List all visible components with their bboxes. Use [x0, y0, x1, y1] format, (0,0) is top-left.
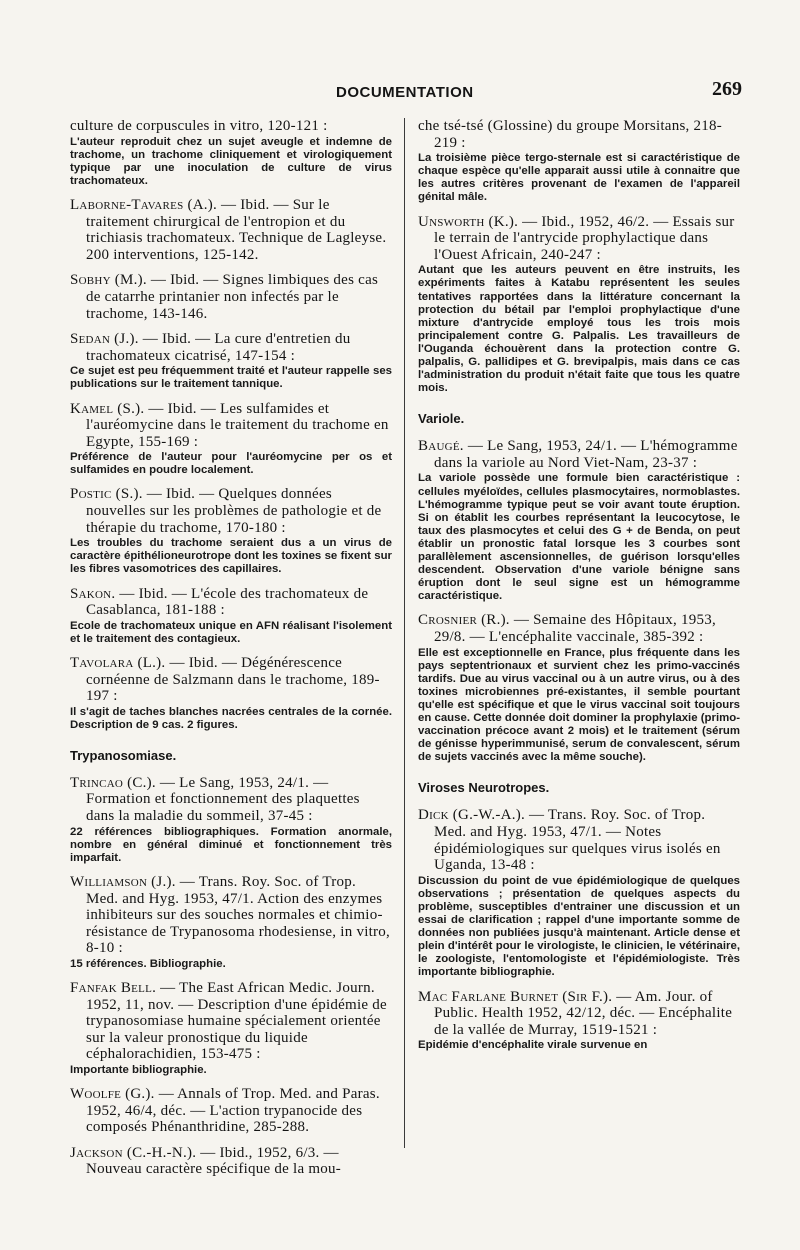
entry-citation: — Ibid., 1952, 46/2. — Essais sur le terrain de l'antrycide prophylactique dans l'Ouest Africain, 240-247 :	[434, 213, 735, 263]
bibliography-entry	[70, 655, 392, 732]
entry-reference	[418, 438, 740, 471]
entry-annotation: Les troubles du trachome seraient dus a un virus de caractère épithélioneurotrope dont les toxines se fixent sur les fibres vasomotrices des capillaires.	[70, 537, 392, 576]
entry-annotation: Préférence de l'auteur pour l'auréomycine per os et sulfamides en poudre localement.	[70, 451, 392, 477]
entry-author: Trincao (C.).	[70, 774, 156, 791]
entry-annotation: Ecole de trachomateux unique en AFN réalisant l'isolement et le traitement des contagieux.	[70, 619, 392, 645]
left-column	[70, 118, 392, 1187]
bibliography-entry	[418, 807, 740, 979]
entry-reference	[418, 807, 740, 873]
entry-annotation: Autant que les auteurs peuvent en être instruits, les expériments faites à Katabu représentent les seules tentatives rapportées dans la littérature concernant la protection du bétail par l'emploi prophylactique d'une mixture d'antrycide employé tous les trois mois principalement contre G. Palpalis. Les travailleurs de l'Ouganda échouèrent dans la protection contre G. palpalis, G. pallidipes et G. brevipalpis, mais dans ce cas l'administration du produit n'était faite que tous les quatre mois.	[418, 264, 740, 395]
entry-author: Sedan (J.).	[70, 331, 139, 348]
entry-author: Sakon.	[70, 585, 116, 602]
bibliography-entry	[70, 197, 392, 263]
entry-reference	[418, 612, 740, 645]
entry-author: Sobhy (M.).	[70, 272, 147, 289]
entry-citation: — Le Sang, 1953, 24/1. — L'hémogramme dans la variole au Nord Viet-Nam, 23-37 :	[434, 438, 738, 471]
entry-reference	[418, 214, 740, 264]
entry-reference	[70, 586, 392, 619]
entry-reference	[70, 272, 392, 322]
bibliography-entry	[70, 874, 392, 971]
entry-citation: — The East African Medic. Journ. 1952, 11, nov. — Description d'une épidémie de trypanosomiase humaine spécialement orientée sur la valeur pronostique du liquide céphalorachidien, 153-475 :	[86, 980, 387, 1063]
entry-author: Tavolara (L.).	[70, 654, 166, 671]
entry-citation: — Trans. Roy. Soc. of Trop. Med. and Hyg. 1953, 47/1. — Notes épidémiologiques sur quelques virus isolés en Uganda, 13-48 :	[434, 807, 721, 874]
entry-annotation: Epidémie d'encéphalite virale survenue en	[418, 1039, 648, 1052]
entry-annotation: Elle est exceptionnelle en France, plus fréquente dans les pays septentrionaux et survient chez les primo-vaccinés tardifs. Due au virus vaccinal ou à un autre virus, ou à des toxines microbiennes pré-existantes, il semble pourtant qu'elle est spécifique et que le virus vaccinal soit toujours en cause. Cette donnée doit dominer la prophylaxie (primo-vaccination précoce avant 2 mois) et le traitement (sérum de génisse hyperimmunisé, serum de convalescent, sérum de sujets vaccinés avec la même souche).	[418, 646, 740, 764]
entry-annotation: Importante bibliographie.	[70, 1063, 207, 1076]
bibliography-entry	[418, 214, 740, 396]
entry-reference	[70, 401, 392, 451]
entry-reference	[70, 775, 392, 825]
entry-reference	[70, 874, 392, 957]
entry-reference	[418, 989, 740, 1039]
entry-citation: — Le Sang, 1953, 24/1. — Formation et fonctionnement des plaquettes dans la maladie du sommeil, 37-45 :	[86, 774, 360, 825]
entry-author: Crosnier (R.).	[418, 612, 510, 629]
continued-entry	[418, 118, 740, 205]
bibliography-entry	[70, 1145, 392, 1178]
entry-reference	[70, 331, 392, 364]
entry-citation: — Ibid. — Quelques données nouvelles sur les problèmes de pathologie et de thérapie du trachome, 170-180 :	[86, 486, 382, 536]
continued-entry	[70, 118, 392, 188]
bibliography-entry	[70, 272, 392, 322]
bibliography-entry	[418, 612, 740, 764]
entry-author: Williamson (J.).	[70, 873, 176, 890]
entry-reference	[70, 1145, 392, 1178]
bibliography-entry	[70, 331, 392, 391]
column-divider	[404, 118, 405, 1148]
bibliography-entry	[418, 438, 740, 603]
entry-reference	[70, 1086, 392, 1136]
entry-citation: — Ibid. — L'école des trachomateux de Casablanca, 181-188 :	[86, 585, 369, 619]
bibliography-entry	[70, 586, 392, 646]
page-header	[0, 78, 800, 108]
entry-reference	[70, 980, 392, 1063]
entry-author: Kamel (S.).	[70, 400, 145, 417]
entry-author: Woolfe (G.).	[70, 1086, 155, 1103]
bibliography-entry	[70, 1086, 392, 1136]
entry-citation: — Ibid. — Les sulfamides et l'auréomycine dans le traitement du trachome en Egypte, 155-169 :	[86, 400, 389, 450]
bibliography-entry	[70, 401, 392, 478]
bibliography-entry	[70, 486, 392, 576]
entry-annotation: L'auteur reproduit chez un sujet aveugle et indemne de trachome, un trachome cliniquement et virologiquement typique par une inoculation de culture de virus trachomateux.	[70, 135, 392, 187]
bibliography-entry	[418, 989, 740, 1053]
bibliography-entry	[70, 980, 392, 1077]
section-heading-variole: Variole.	[418, 411, 465, 427]
entry-citation: — Ibid. — Signes limbiques des cas de catarrhe printanier non infectés par le trachome, 143-146.	[86, 272, 379, 322]
entry-citation: — Am. Jour. of Public. Health 1952, 42/12, déc. — Encéphalite de la vallée de Murray, 1519-1521 :	[434, 988, 733, 1038]
entry-annotation: La variole possède une formule bien caractéristique : cellules myéloïdes, cellules plasmocytaires, normoblastes. L'hémogramme typique peut se voir avant toute éruption. Si on établit les courbes représentant la leucocytose, le taux des plasmocytes et celui des G + de Benda, on peut établir un pronostic fatal lorsque les 3 courbes sont parallèlement ascensionnelles, de guérison lorsqu'elles descendent. Observation d'une variole bénigne sans éruption dont le seul signe est un hémogramme caractéristique.	[418, 472, 740, 603]
entry-citation: — Ibid. — Dégénérescence cornéenne de Salzmann dans le trachome, 189-197 :	[86, 654, 380, 705]
entry-author: Laborne-Tavares (A.).	[70, 196, 218, 213]
entry-author: Postic (S.).	[70, 486, 143, 503]
entry-author: Baugé.	[418, 438, 464, 455]
entry-annotation: 22 références bibliographiques. Formation anormale, nombre en général diminué et fonctionnement très imparfait.	[70, 825, 392, 864]
entry-citation: — Ibid. — La cure d'entretien du trachomateux cicatrisé, 147-154 :	[86, 331, 351, 364]
entry-author: Jackson (C.-H.-N.).	[70, 1144, 197, 1161]
entry-citation: — Trans. Roy. Soc. of Trop. Med. and Hyg. 1953, 47/1. Action des enzymes inhibiteurs sur des souches normales et chimio-résistance de Trypanosoma rhodesiense, in vitro, 8-10 :	[86, 873, 391, 957]
entry-citation: — Ibid., 1952, 6/3. — Nouveau caractère spécifique de la mou-	[86, 1144, 342, 1178]
entry-reference	[70, 486, 392, 536]
entry-annotation: La troisième pièce tergo-sternale est si caractéristique de chaque espèce qu'elle apparait aussi utile à connaitre que les autres critères provenant de l'examen de l'appareil génital mâle.	[418, 152, 740, 204]
right-column	[418, 118, 740, 1061]
page-number: 269	[712, 78, 742, 100]
entry-citation: — Annals of Trop. Med. and Paras. 1952, 46/4, déc. — L'action trypanocide des composés Phénanthridine, 285-288.	[86, 1086, 380, 1136]
entry-citation: — Ibid. — Sur le traitement chirurgical de l'entropion et du trichiasis trachomateux. Technique de Lagleyse. 200 interventions, 125-142.	[86, 196, 387, 263]
entry-annotation: Discussion du point de vue épidémiologique de quelques observations ; présentation de quelques aspects du problème, susceptibles d'entrainer une discussion et un essai de clarification ; rappel d'une importante somme de données non publiées jusqu'à maintenant. Article dense et plein d'intérêt pour le virologiste, le clinicien, le vétérinaire, le zoologiste, l'entomologiste et l'épidémiologiste. Très importante bibliographie.	[418, 874, 740, 979]
entry-reference	[70, 655, 392, 705]
entry-annotation: Ce sujet est peu fréquemment traité et l'auteur rappelle ses publications sur le traitement tannique.	[70, 365, 392, 391]
section-heading-trypanosomiase: Trypanosomiase.	[70, 747, 177, 763]
bibliography-entry	[70, 775, 392, 865]
entry-annotation: Il s'agit de taches blanches nacrées centrales de la cornée. Description de 9 cas. 2 figures.	[70, 705, 392, 731]
entry-reference: culture de corpuscules in vitro, 120-121 :	[70, 118, 328, 134]
entry-reference: che tsé-tsé (Glossine) du groupe Morsitans, 218-219 :	[418, 118, 723, 151]
entry-author: Fanfak Bell.	[70, 980, 157, 996]
entry-citation: — Semaine des Hôpitaux, 1953, 29/8. — L'encéphalite vaccinale, 385-392 :	[434, 612, 717, 645]
section-heading-viroses-neurotropes: Viroses Neurotropes.	[418, 780, 550, 796]
entry-author: Unsworth (K.).	[418, 213, 519, 230]
running-title: DOCUMENTATION	[336, 84, 474, 101]
entry-author: Mac Farlane Burnet (Sir F.).	[418, 988, 613, 1005]
entry-annotation: 15 références. Bibliographie.	[70, 957, 226, 970]
entry-reference	[70, 197, 392, 263]
entry-author: Dick (G.-W.-A.).	[418, 807, 525, 824]
